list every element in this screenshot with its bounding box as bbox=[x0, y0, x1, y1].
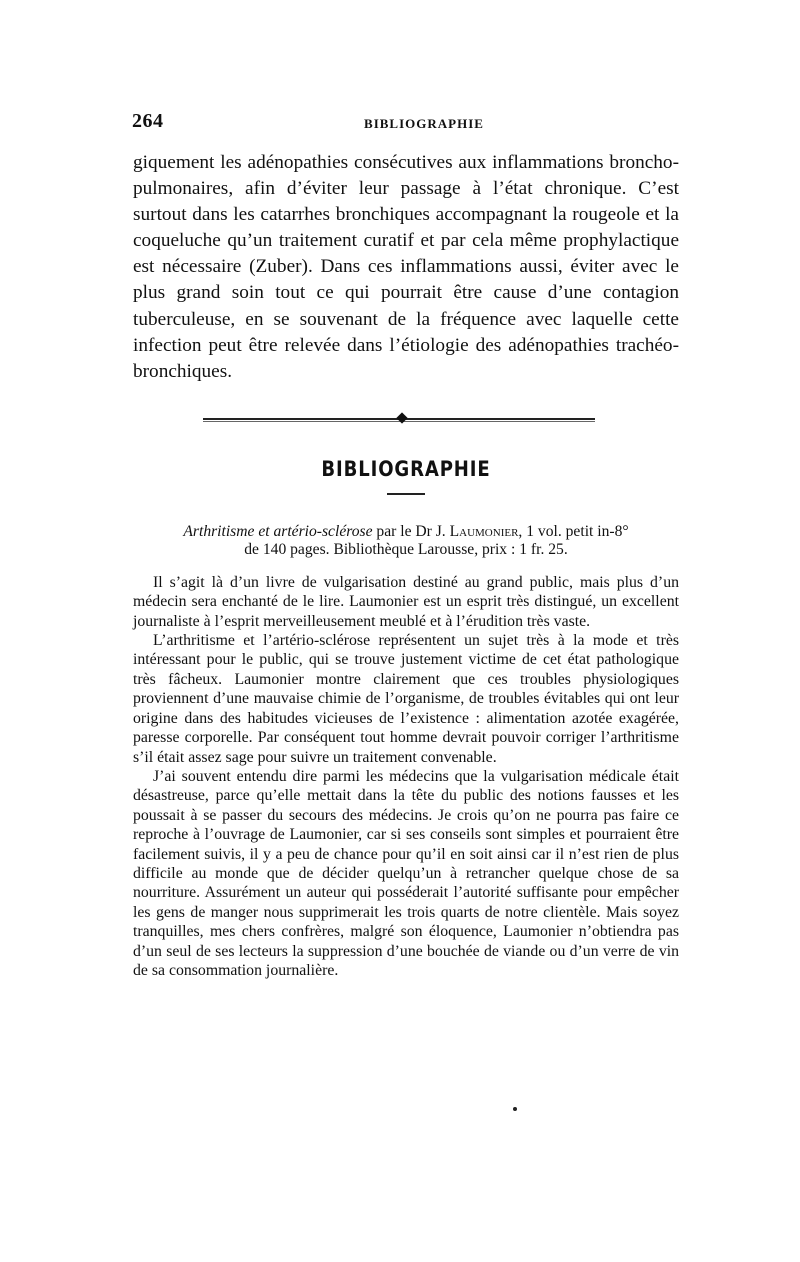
citation-details-1: , 1 vol. petit in-8° bbox=[518, 522, 629, 540]
title-underline bbox=[387, 493, 425, 495]
review-paragraph: Il s’agit là d’un livre de vulgarisation destiné au grand public, mais plus d’un médecin sera enchanté de le lire. Laumonier est un esprit très distingué, un excellent journaliste à l’esprit merveilleusement meublé et à l’érudition très vaste. bbox=[133, 573, 679, 630]
section-title: BIBLIOGRAPHIE bbox=[321, 456, 491, 481]
review-text bbox=[133, 573, 679, 981]
book-citation bbox=[133, 523, 679, 559]
ink-dot bbox=[513, 1107, 517, 1111]
intro-text bbox=[133, 150, 679, 385]
intro-paragraph: giquement les adénopathies consécutives aux inflammations broncho-pulmonaires, afin d’éviter leur passage à l’état chronique. C’est surtout dans les catarrhes bronchiques accompagnant la rougeole et la coqueluche qu’un traitement curatif et par cela même prophylactique est nécessaire (Zuber). Dans ces inflammations aussi, éviter avec le plus grand soin tout ce qui pourrait être cause d’une contagion tuberculeuse, en se souvenant de la fréquence avec laquelle cette infection peut être relevée dans l’étiologie des adénopathies trachéo-bronchiques. bbox=[133, 152, 679, 382]
book-page bbox=[133, 110, 679, 980]
citation-work-title: Arthritisme et artério-sclérose bbox=[183, 522, 373, 540]
citation-details-2: de 140 pages. Bibliothèque Larousse, prix : 1 fr. 25. bbox=[244, 540, 568, 558]
review-paragraph: L’arthritisme et l’artério-sclérose représentent un sujet très à la mode et très intéressant pour le public, qui se trouve justement victime de cet état pathologique très fâcheux. Laumonier montre clairement que ces troubles physiologiques proviennent d’une mauvaise chimie de l’organisme, de troubles évitables qui ont leur origine dans des habitudes vicieuses de l’existence : alimentation azotée exagérée, paresse corporelle. Par conséquent tout homme devrait pouvoir corriger l’arthritisme s’il était assez sage pour suivre un traitement convenable. bbox=[133, 632, 679, 766]
page-header bbox=[133, 110, 679, 136]
review-paragraph: J’ai souvent entendu dire parmi les médecins que la vulgarisation médicale était désastreuse, parce qu’elle mettait dans la tête du public des notions fausses et les poussait à se passer du secours des médecins. Je crois qu’on ne pourra pas faire ce reproche à l’ouvrage de Laumonier, car si ses conseils sont simples et pourraient être facilement suivis, il y a peu de chance pour qu’il en soit ainsi car il n’est rien de plus difficile au monde que de décider quelqu’un à retrancher quelque chose de sa nourriture. Assurément un auteur qui posséderait l’autorité suffisante pour empêcher les gens de manger nous supprimerait les trois quarts de notre clientèle. Mais soyez tranquilles, mes chers confrères, malgré son éloquence, Laumonier n’obtiendra pas d’un seul de ses lecteurs la suppression d’une bouchée de viande ou d’un verre de vin de sa consommation journalière. bbox=[133, 767, 679, 979]
page-number: 264 bbox=[132, 110, 164, 132]
citation-author: Laumonier bbox=[449, 522, 519, 540]
ornamental-divider bbox=[133, 411, 679, 427]
citation-by: par le Dr J. bbox=[376, 522, 446, 540]
running-head: BIBLIOGRAPHIE bbox=[364, 116, 484, 131]
